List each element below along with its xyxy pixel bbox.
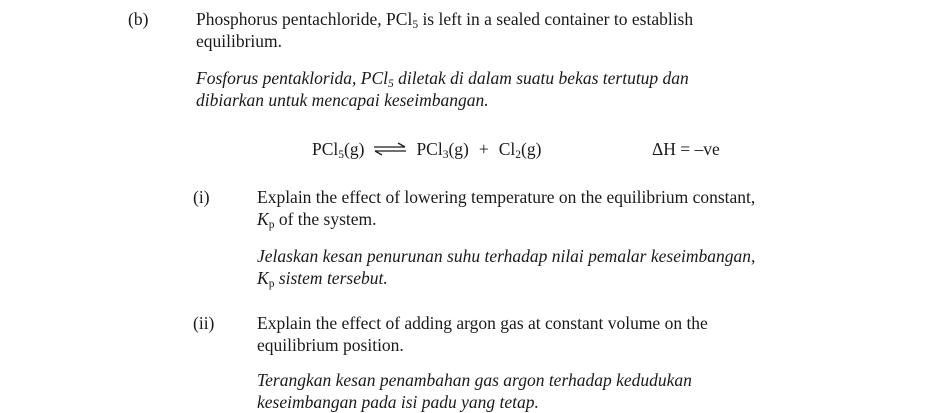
part-i-malay-text: sistem tersebut. [274, 268, 388, 288]
state-symbol: (g) [344, 139, 365, 159]
part-i-english-line-1: Explain the effect of lowering temperature on the equilibrium constant, [257, 187, 756, 207]
subscript: p [268, 278, 275, 290]
enthalpy-change: ΔH = –ve [652, 139, 720, 159]
product-formula: PCl [416, 139, 443, 159]
question-english-line-1 [196, 8, 836, 30]
part-i-malay-line-1: Jelaskan kesan penurunan suhu terhadap nilai pemalar keseimbangan, [257, 246, 756, 266]
question-english-line-2: equilibrium. [196, 31, 283, 51]
question-english-text: is left in a sealed container to establish [418, 9, 694, 29]
subscript: 5 [412, 19, 419, 31]
state-symbol: (g) [521, 139, 542, 159]
chemical-equation [312, 138, 541, 160]
subscript: p [268, 219, 275, 231]
part-i-english-line-2 [257, 208, 857, 230]
kp-symbol: K [257, 209, 269, 229]
subscript: 3 [442, 149, 449, 161]
state-symbol: (g) [448, 139, 469, 159]
product-cl2 [499, 138, 542, 160]
part-i-malay-line-2 [257, 267, 857, 289]
part-ii-malay-line-2: keseimbangan pada isi padu yang tetap. [257, 392, 539, 412]
part-i-english [257, 186, 857, 230]
question-english [196, 8, 836, 52]
reactant-formula: PCl [312, 139, 339, 159]
sub-part-label-ii: (ii) [193, 313, 215, 333]
part-ii-malay-line-1: Terangkan kesan penambahan gas argon terhadap kedudukan [257, 370, 692, 390]
question-english-text: Phosphorus pentachloride, PCl [196, 9, 413, 29]
question-malay-text: Fosforus pentaklorida, PCl [196, 68, 389, 88]
part-ii-english-line-1: Explain the effect of adding argon gas at constant volume on the [257, 313, 708, 333]
kp-symbol: K [257, 268, 269, 288]
part-ii-english-line-2: equilibrium position. [257, 335, 404, 355]
reactant-pcl5 [312, 138, 364, 160]
subscript: 2 [515, 149, 522, 161]
question-malay-line-2: dibiarkan untuk mencapai keseimbangan. [196, 90, 489, 110]
question-malay-text: diletak di dalam suatu bekas tertutup dan [393, 68, 689, 88]
part-i-malay [257, 245, 857, 289]
product-formula: Cl [498, 139, 516, 159]
part-i-english-text: of the system. [274, 209, 377, 229]
part-ii-malay [257, 369, 857, 413]
subscript: 5 [338, 149, 345, 161]
question-malay [196, 67, 836, 111]
plus-sign: + [478, 139, 489, 159]
subscript: 5 [388, 78, 394, 90]
question-malay-line-1 [196, 67, 836, 89]
part-ii-english [257, 312, 857, 356]
sub-part-label-i: (i) [193, 187, 210, 207]
part-label-b: (b) [128, 9, 149, 29]
product-pcl3 [416, 138, 468, 160]
equilibrium-arrows-icon [373, 142, 407, 156]
